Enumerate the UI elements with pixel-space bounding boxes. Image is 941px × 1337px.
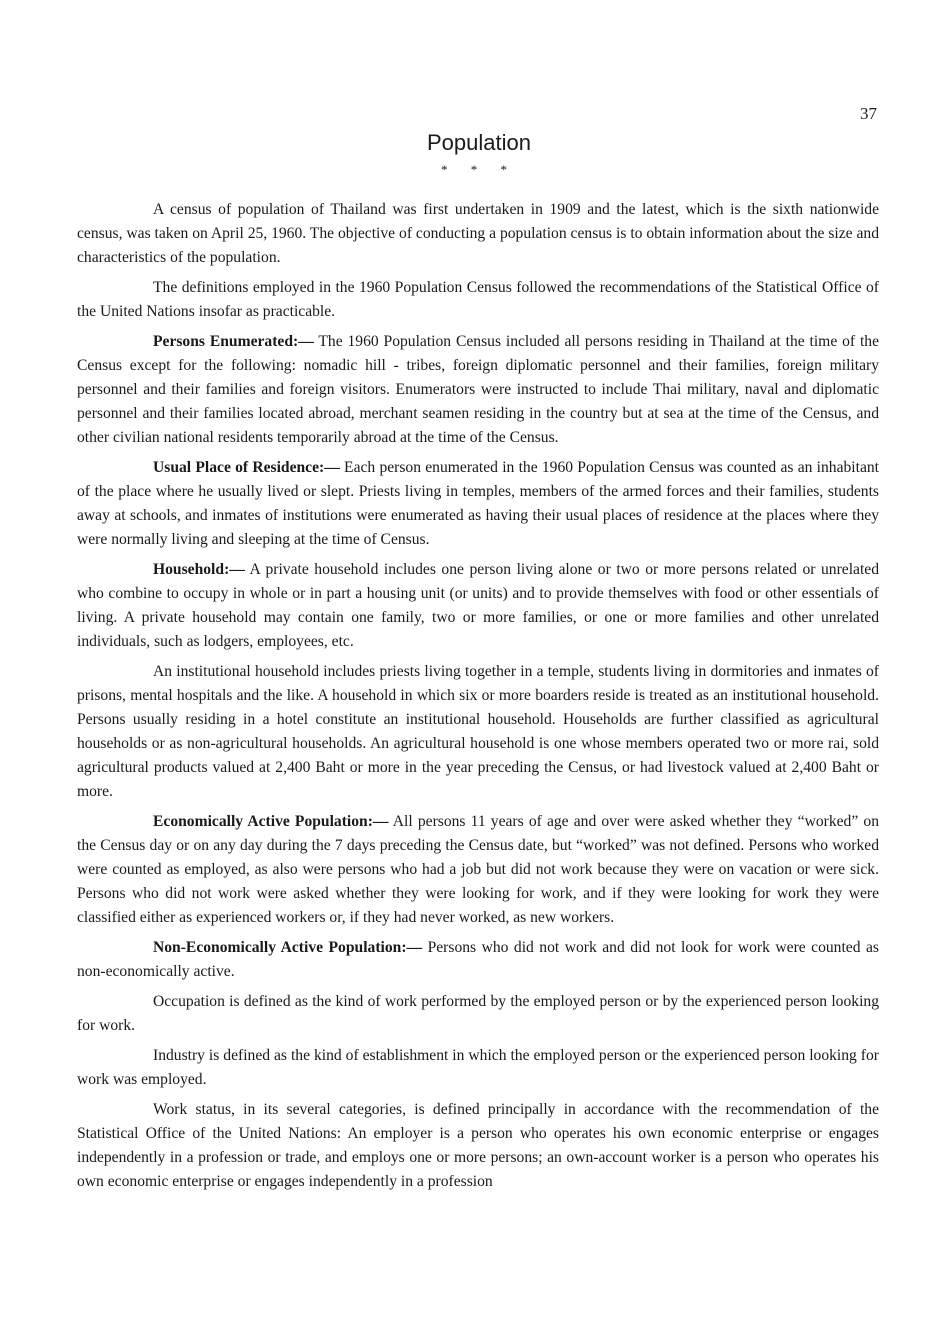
paragraph-industry — [77, 1044, 879, 1092]
paragraph-institutional-household — [77, 660, 879, 804]
term-heading: Usual Place of Residence:— — [153, 459, 340, 476]
page-title: Population — [427, 130, 531, 155]
term-heading: Non-Economically Active Population:— — [153, 939, 423, 956]
body-text — [77, 198, 879, 1200]
paragraph-text: All persons 11 years of age and over were asked whether they “worked” on the Census day or on any day during the 7 days preceding the Census date, but “worked” was not defined. Persons who worked were counted as employed, as also were persons who had a job but did not work because they were on vacation or were sick. Persons who did not work were asked whether they were looking for work, and if they were looking for work they were classified either as experienced workers or, if they had never worked, as new workers. — [77, 813, 879, 926]
paragraph-text: A private household includes one person living alone or two or more persons related or unrelated who combine to occupy in whole or in part a housing unit (or units) and to provide themselves with food or other essentials of living. A private household may contain one family, two or more families, or one or more families and other unrelated individuals, such as lodgers, employees, etc. — [77, 561, 879, 650]
paragraph-text: Each person enumerated in the 1960 Population Census was counted as an inhabitant of the place where he usually lived or slept. Priests living in temples, members of the armed forces and their families, students away at schools, and inmates of institutions were enumerated as having their usual places of residence at the places where they were normally living and sleeping at the time of Census. — [77, 459, 880, 548]
paragraph-text: The 1960 Population Census included all persons residing in Thailand at the time of the Census except for the following: nomadic hill - tribes, foreign diplomatic personnel and their families, foreign military personnel and their families and foreign visitors. Enumerators were instructed to include Thai military, naval and diplomatic personnel and their families located abroad, merchant seamen residing in the country but at sea at the time of the Census, and other civilian national residents temporarily abroad at the time of the Census. — [77, 333, 880, 446]
term-heading: Persons Enumerated:— — [153, 333, 314, 350]
paragraph-text: An institutional household includes priests living together in a temple, students living in dormitories and inmates of prisons, mental hospitals and the like. A household in which six or more boarders reside is treated as an institutional household. Persons usually residing in a hotel constitute an institutional household. Households are further classified as agricultural households or as non-agricultural households. An agricultural household is one whose members operated two or more rai, sold agricultural products valued at 2,400 Baht or more in the year preceding the Census, or had livestock valued at 2,400 Baht or more. — [77, 663, 879, 800]
paragraph-text: Persons who did not work and did not look for work were counted as non-economically active. — [77, 939, 879, 980]
paragraph-definitions — [77, 276, 879, 324]
paragraph-intro — [77, 198, 879, 270]
paragraph-household — [77, 558, 879, 654]
paragraph-text: Occupation is defined as the kind of work performed by the employed person or by the experienced person looking for work. — [77, 993, 879, 1034]
paragraph-text: Work status, in its several categories, is defined principally in accordance with the recommendation of the Statistical Office of the United Nations: An employer is a person who operates his own economic enterprise or engages independently in a profession or trade, and employs one or more persons; an own-account worker is a person who operates his own economic enterprise or engages independently in a profession — [77, 1101, 879, 1190]
paragraph-text: The definitions employed in the 1960 Population Census followed the recommendations of the Statistical Office of the United Nations insofar as practicable. — [77, 279, 879, 320]
page-number: 37 — [860, 104, 877, 123]
paragraph-work-status — [77, 1098, 879, 1194]
paragraph-economically-active — [77, 810, 879, 930]
paragraph-text: A census of population of Thailand was first undertaken in 1909 and the latest, which is the sixth nationwide census, was taken on April 25, 1960. The objective of conducting a population census is to obtain information about the size and characteristics of the population. — [77, 201, 879, 266]
paragraph-non-economically-active — [77, 936, 879, 984]
paragraph-occupation — [77, 990, 879, 1038]
title-ornament: * * * — [441, 162, 517, 177]
paragraph-text: Industry is defined as the kind of establishment in which the employed person or the experienced person looking for work was employed. — [77, 1047, 879, 1088]
paragraph-usual-residence — [77, 456, 879, 552]
term-heading: Economically Active Population:— — [153, 813, 389, 830]
paragraph-persons-enumerated — [77, 330, 879, 450]
term-heading: Household:— — [153, 561, 245, 578]
